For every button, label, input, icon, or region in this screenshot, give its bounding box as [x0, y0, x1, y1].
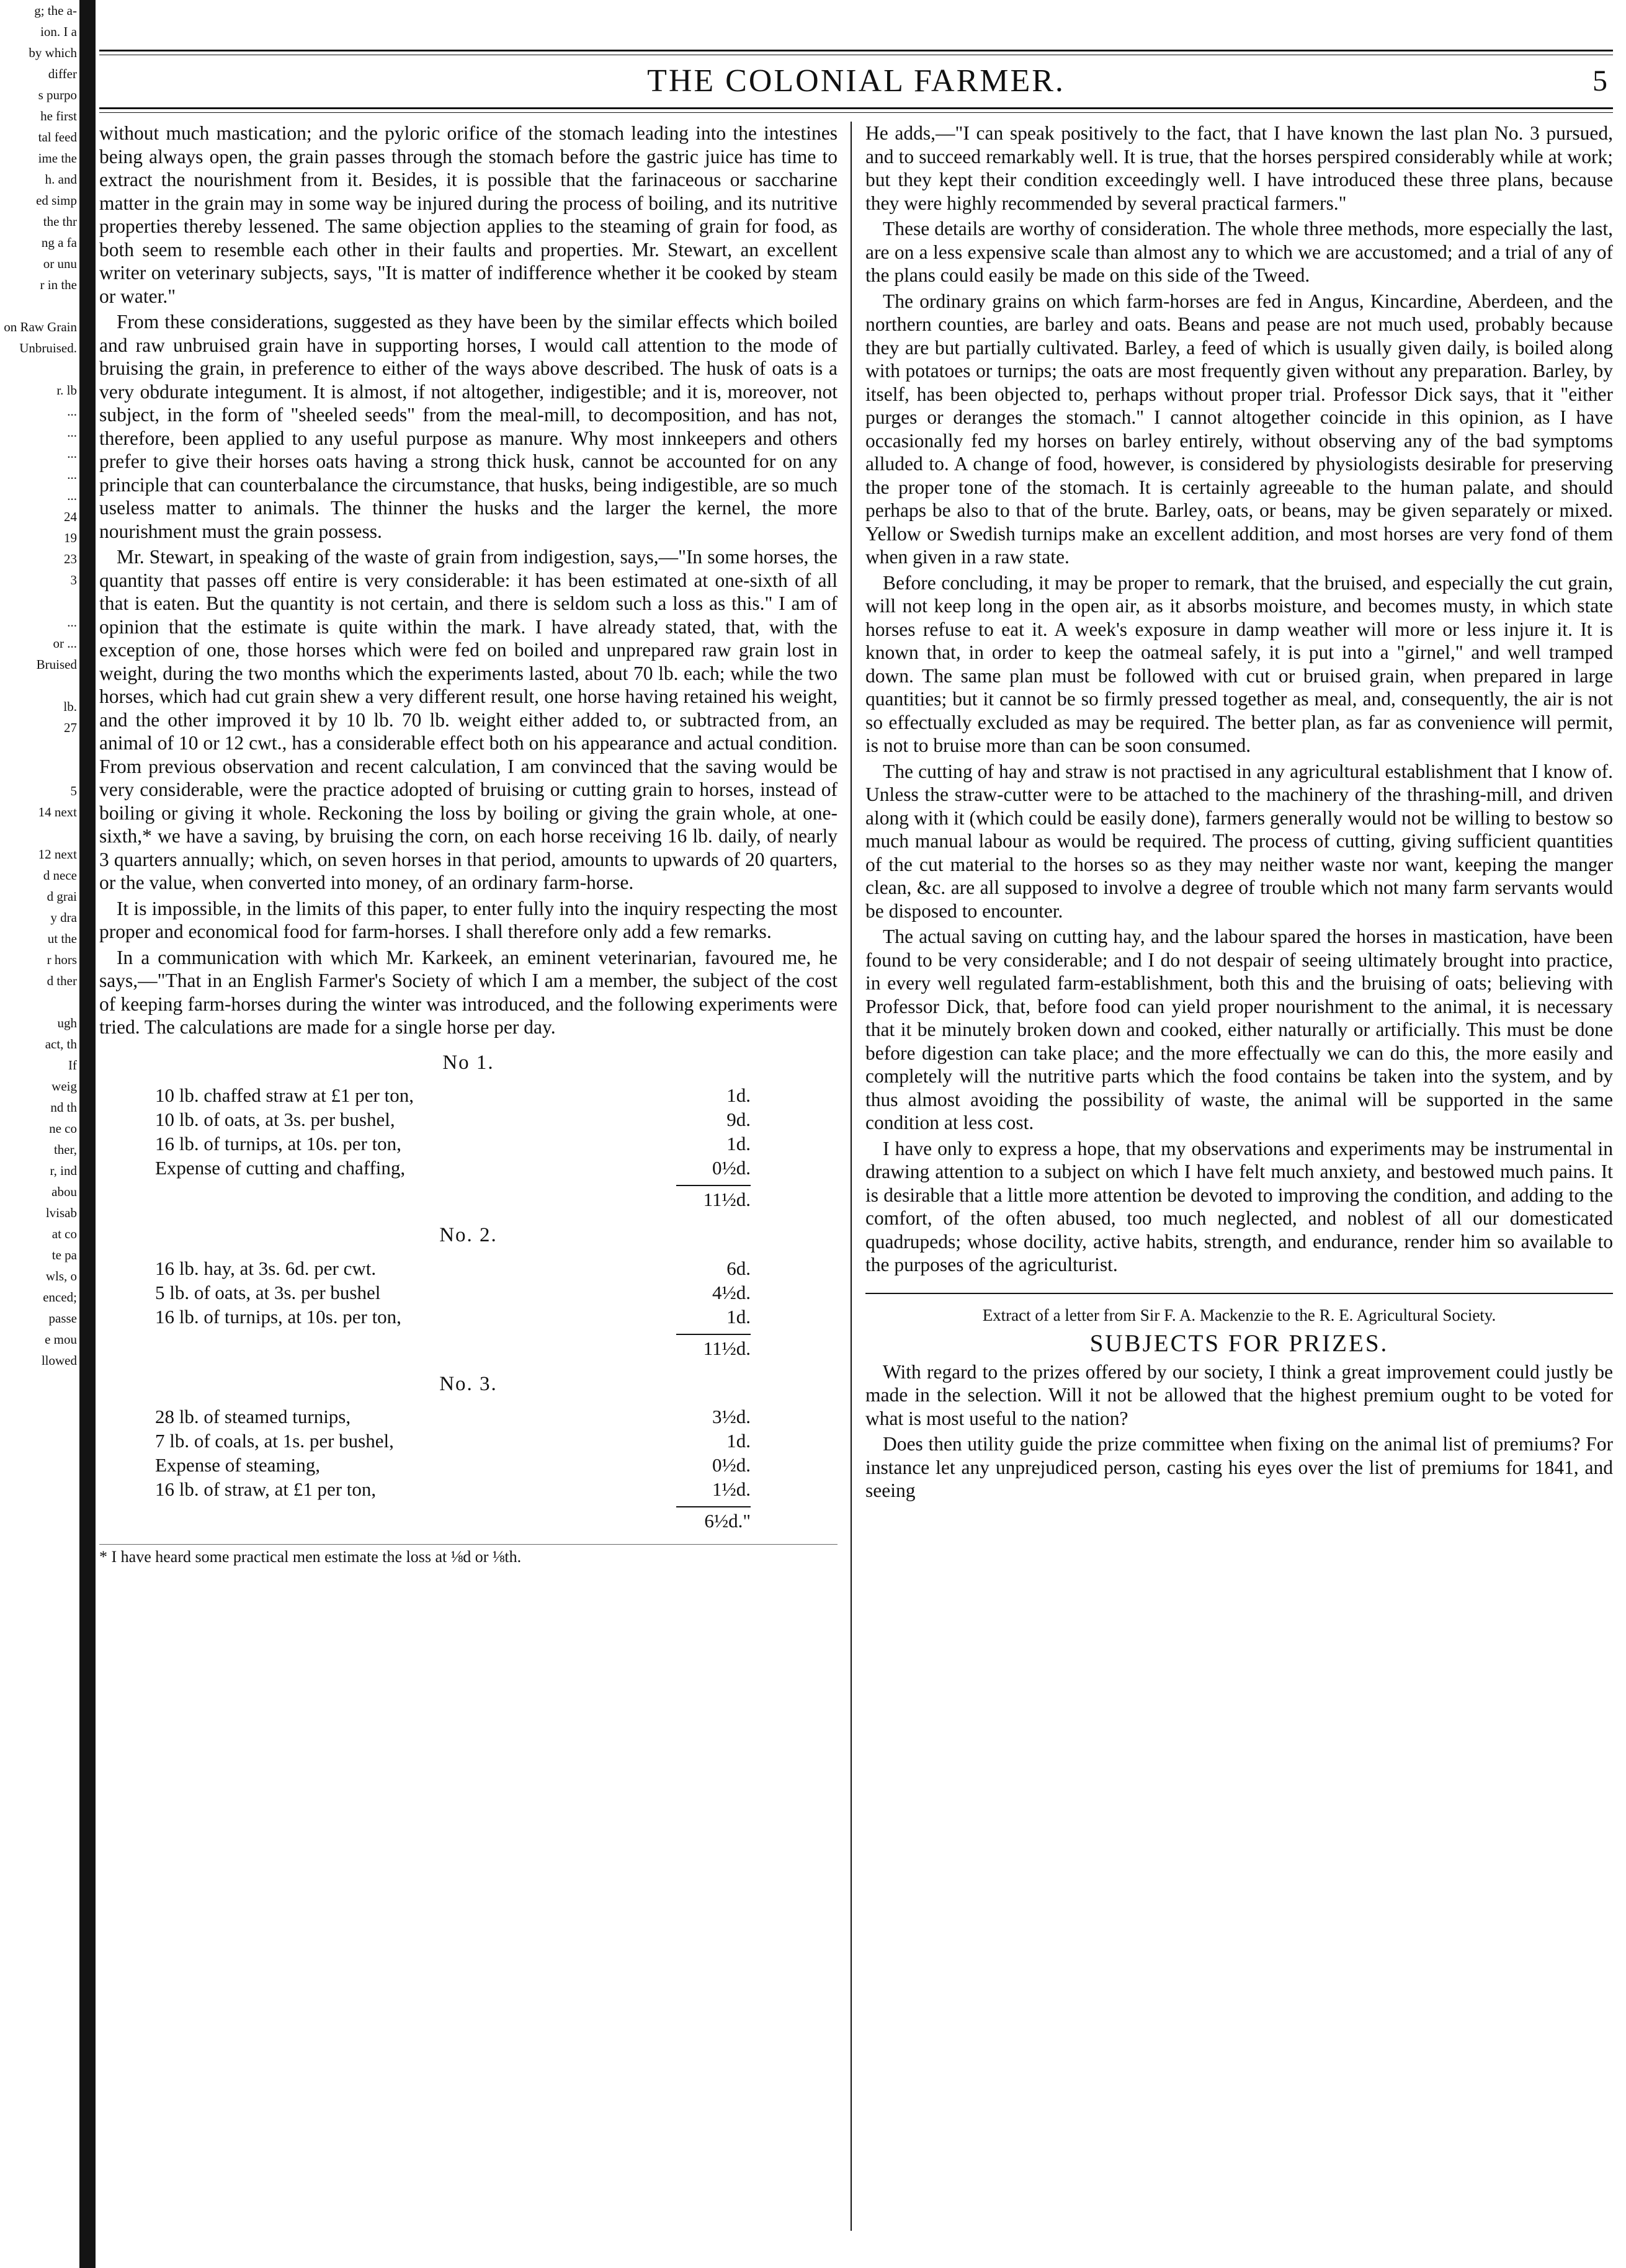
gutter-fragment: 12 next [38, 847, 77, 862]
gutter-fragment: llowed [41, 1353, 77, 1368]
left-paragraph: From these considerations, suggested as they have been by the similar effects which boiled and raw unbruised grain have in supporting horses, I would call attention to the mode of bruising the grain, in preference to either of the ways above described. The husk of oats is a very obdurate integument. It is almost, if not altogether, indigestible; and it is, moreover, not subject, in the form of "sheeled seeds" from the meal-mill, to decomposition, and has not, therefore, been applied to any useful purpose as manure. Why most innkeepers and others prefer to give their horses oats having a strong thick husk, cannot be accounted for on any principle that can counterbalance the circumstance, that husks, being indigestible, are so much useless matter to animals. The thinner the husks and the larger the kernel, the more nourishment must the grain possess. [99, 311, 838, 542]
row-item: Expense of cutting and chaffing, [155, 1157, 406, 1179]
gutter-fragment: differ [48, 66, 77, 81]
gutter-fragment: y dra [50, 910, 77, 925]
row-item: 16 lb. of turnips, at 10s. per ton, [155, 1133, 401, 1154]
row-item: 16 lb. hay, at 3s. 6d. per cwt. [155, 1257, 377, 1279]
page-number: 5 [1592, 65, 1609, 97]
gutter-fragment: r. lb [56, 383, 77, 398]
row-item: 10 lb. chaffed straw at £1 per ton, [155, 1084, 414, 1106]
right-paragraph: I have only to express a hope, that my observations and experiments may be instrumental in drawing attention to a subject on which I have felt much anxiety, and bestowed much pains. It is desirable that a little more attention be devoted to improving the condition, and adding to the comfort, of the often abused, too much neglected, and noblest of all our domesticated quadrupeds; whose docility, active habits, strength, and endurance, render him so available to the purposes of the agriculturist. [865, 1137, 1613, 1275]
left-paragraph: without much mastication; and the pyloric orifice of the stomach leading into the intestines being always open, the grain passes through the stomach before the gastric juice has time to extract the nourishment from it. Besides, it is possible that the farinaceous or saccharine matter in the grain may in some way be injured during the process of boiling, and its nutritive properties thereby lessened. The same objection applies to the steaming of grain for food, as both seem to resemble each other in their faults and properties. Mr. Stewart, an excellent writer on veterinary subjects, says, "It is matter of indifference whether it be cooked by steam or water." [99, 122, 838, 307]
gutter-fragment: tal feed [38, 130, 77, 145]
gutter-fragment: 24 [64, 509, 77, 524]
gutter-fragment: the thr [43, 214, 77, 229]
gutter-fragment: d ther [47, 973, 77, 988]
page-header [99, 55, 1613, 107]
gutter-fragment [0, 295, 82, 316]
row-item: Expense of steaming, [155, 1454, 321, 1476]
right-paragraph: The cutting of hay and straw is not practised in any agricultural establishment that I know of. Unless the straw-cutter were to be attached to the machinery of the thrashing-mill, and driven along with it (which could be easily done), farmers generally would not be willing to bestow so much manual labour as would be required. The process of cutting, giving sufficient quantities of the cut material to the horses so as they may neither waste nor want, keeping the manger clean, &c. are all supposed to involve a degree of trouble which not many farm servants would be disposed to encounter. [865, 760, 1613, 922]
gutter-fragment: Bruised [36, 657, 77, 672]
table-row [155, 1429, 751, 1453]
right-paragraph: These details are worthy of consideration. The whole three methods, more especially the last, are on a less expensive scale than almost any to which we are accustomed; and a trial of any of the plans could easily be made on this side of the Tweed. [865, 218, 1613, 286]
table-row [155, 1132, 751, 1156]
gutter-fragment: or ... [53, 636, 77, 651]
gutter-fragment: ed simp [36, 193, 77, 208]
gutter-fragment: r in the [40, 277, 77, 292]
table-row [155, 1305, 751, 1329]
row-item: 7 lb. of coals, at 1s. per bushel, [155, 1430, 394, 1452]
row-amount: 1d. [726, 1084, 751, 1106]
left-paragraph: In a communication with which Mr. Karkeek, an eminent veterinarian, favoured me, he says,—"That in an English Farmer's Society of which I am a member, the subject of the cost of keeping farm-horses during the winter was introduced, and the following experiments were tried. The calculations are made for a single horse per day. [99, 946, 838, 1038]
cost-table [155, 1404, 751, 1533]
adjacent-page-gutter [0, 0, 82, 2268]
gutter-fragment: ther, [53, 1142, 77, 1157]
gutter-fragment: ne co [49, 1121, 77, 1136]
gutter-fragment [0, 759, 82, 780]
row-amount: 1d. [726, 1430, 751, 1452]
section-rule [865, 1293, 1613, 1294]
gutter-fragment: te pa [51, 1248, 77, 1262]
gutter-fragment: ... [67, 615, 77, 630]
gutter-fragment: g; the a- [34, 3, 77, 18]
article-columns [99, 122, 1613, 2225]
gutter-fragment: or unu [43, 256, 77, 271]
row-amount: 0½d. [712, 1157, 751, 1179]
gutter-fragment: passe [48, 1311, 77, 1326]
table-row [155, 1477, 751, 1501]
table-row [155, 1256, 751, 1280]
cost-tables [99, 1051, 838, 1534]
gutter-fragment: abou [51, 1184, 77, 1199]
gutter-fragment: ion. I a [40, 24, 77, 39]
row-item: 28 lb. of steamed turnips, [155, 1406, 351, 1427]
gutter-fragment: lb. [63, 699, 77, 714]
left-paragraph: It is impossible, in the limits of this paper, to enter fully into the inquiry respecting the most proper and economical food for farm-horses. I shall therefore only add a few remarks. [99, 897, 838, 942]
gutter-fragment: If [68, 1058, 77, 1073]
header-top-rule [99, 50, 1613, 55]
row-amount: 0½d. [712, 1454, 751, 1476]
table-row [155, 1156, 751, 1180]
left-column [99, 122, 838, 1567]
subjects-heading: SUBJECTS FOR PRIZES. [1089, 1330, 1389, 1357]
gutter-fragment: nd th [50, 1100, 77, 1115]
row-item: 5 lb. of oats, at 3s. per bushel [155, 1281, 381, 1303]
right-paragraph: He adds,—"I can speak positively to the fact, that I have known the last plan No. 3 pursued, and to succeed remarkably well. It is true, that the horses perspired considerably while at work; but they kept their condition exceedingly well. I have introduced these three plans, because they were highly recommended by several practical farmers." [865, 122, 1613, 214]
table-total: 11½d. [676, 1185, 751, 1212]
right-paragraph: The actual saving on cutting hay, and the labour spared the horses in mastication, have been found to be very considerable; and I do not despair of seeing ultimately brought into practice, in every well regulated farm-establishment, both this and the bruising of oats; believing with Professor Dick, that, before food can yield proper nourishment to the animal, it is necessary that it be minutely broken down and cooked, either naturally or artificially. This must be done before digestion can take place; and the more effectually we can do this, the more easily and completely will the nutritive parts which the food contains be taken into the system, and by thus almost avoiding the possibility of waste, the animal will be supported in the same condition at less cost. [865, 926, 1613, 1133]
row-amount: 9d. [726, 1109, 751, 1130]
table-heading: No 1. [442, 1051, 494, 1074]
row-amount: 1d. [726, 1305, 751, 1328]
right-paragraphs [865, 122, 1613, 1277]
gutter-fragment: ... [67, 425, 77, 440]
gutter-fragment: ... [67, 404, 77, 419]
gutter-fragment: ng a fa [41, 235, 77, 250]
gutter-fragment: Unbruised. [19, 341, 77, 355]
gutter-fragment [0, 738, 82, 759]
table-row [155, 1107, 751, 1132]
gutter-fragment: ... [67, 467, 77, 482]
gutter-fragment: r hors [47, 952, 77, 967]
header-bottom-rule [99, 107, 1613, 113]
footnote: * I have heard some practical men estimate the loss at ⅛d or ⅛th. [99, 1544, 838, 1567]
prize-paragraph: With regard to the prizes offered by our society, I think a great improvement could justly be made in the selection. Will it not be allowed that the highest premium ought to be voted for what is most useful to the nation? [865, 1360, 1613, 1429]
row-amount: 1½d. [712, 1478, 751, 1500]
gutter-fragment: 5 [70, 784, 77, 798]
gutter-fragment: on Raw Grain [4, 319, 77, 334]
gutter-fragment: ugh [57, 1016, 77, 1030]
right-paragraph: Before concluding, it may be proper to remark, that the bruised, and especially the cut grain, will not keep long in the open air, as it absorbs moisture, and becomes musty, in which state horses refuse to eat it. A week's exposure in damp weather will more or less injure it. It is known that, in order to keep the oatmeal safely, it is put into a "girnel," and well tramped down. The same plan must be followed with cut or bruised grain, when prepared in large quantities; but it cannot be so firmly pressed together as meal, and, consequently, the air is not so effectually excluded as may be required. The better plan, as far as convenience will permit, is not to bruise more than can be soon consumed. [865, 571, 1613, 756]
table-row [155, 1453, 751, 1477]
gutter-fragment: h. and [45, 172, 77, 187]
table-total: 11½d. [676, 1334, 751, 1360]
gutter-fragment: ... [67, 446, 77, 461]
cost-table [155, 1083, 751, 1212]
gutter-fragment: ime the [38, 151, 77, 166]
gutter-fragment: weig [51, 1079, 77, 1094]
gutter-fragment: enced; [43, 1290, 77, 1305]
gutter-fragment: s purpo [38, 87, 77, 102]
gutter-fragment [0, 991, 82, 1012]
row-amount: 1d. [726, 1133, 751, 1154]
gutter-fragment: ... [67, 488, 77, 503]
binding-edge [79, 0, 96, 2268]
row-amount: 4½d. [712, 1281, 751, 1303]
gutter-fragment: by which [29, 45, 77, 60]
gutter-fragment: e mou [45, 1332, 77, 1347]
gutter-fragment [0, 591, 82, 612]
table-row [155, 1280, 751, 1305]
row-item: 16 lb. of straw, at £1 per ton, [155, 1478, 377, 1500]
gutter-fragment: d grai [47, 889, 77, 904]
gutter-fragment: d nece [43, 868, 77, 883]
table-total: 6½d." [676, 1506, 751, 1533]
gutter-fragment: 3 [70, 573, 77, 587]
table-heading: No. 2. [439, 1224, 498, 1246]
right-column [865, 122, 1613, 1505]
extract-line: Extract of a letter from Sir F. A. Mackenzie to the R. E. Agricultural Society. [982, 1305, 1496, 1324]
row-amount: 3½d. [712, 1406, 751, 1427]
gutter-fragment [0, 823, 82, 844]
prize-paragraph: Does then utility guide the prize committee when fixing on the animal list of premiums? For instance let any unprejudiced person, casting his eyes over the list of premiums for 1841, and seeing [865, 1433, 1613, 1501]
gutter-fragment: 23 [64, 551, 77, 566]
row-item: 10 lb. of oats, at 3s. per bushel, [155, 1109, 395, 1130]
gutter-fragment: at co [51, 1226, 77, 1241]
gutter-fragment: he first [40, 109, 77, 123]
column-divider [851, 122, 852, 2231]
cost-table [155, 1256, 751, 1360]
gutter-fragment: wls, o [45, 1269, 77, 1284]
publication-title: THE COLONIAL FARMER. [647, 63, 1065, 99]
left-paragraph: Mr. Stewart, in speaking of the waste of grain from indigestion, says,—"In some horses, the quantity that passes off entire is very considerable: it has been estimated at one-sixth of all that is eaten. But the quantity is not certain, and there is seldom such a loss as this." I am of opinion that the estimate is quite within the mark. I have already stated, that, with the exception of one, those horses which were fed on boiled and unprepared raw grain lost in weight, during the two months which the experiments lasted, about 70 lb. each; while the two horses, which had cut grain shew a very different result, one horse having retained his weight, and the other improved it by 10 lb. 70 lb. weight either added to, or subtracted from, an animal of 10 or 12 cwt., has a considerable effect both on his appearance and actual condition. From previous observation and recent calculation, I am convinced that the saving would be very considerable, were the practice adopted of bruising or cutting grain to horses, instead of boiling or giving it whole. Reckoning the loss by boiling or giving the grain whole, at one-sixth,* we have a saving, by bruising the corn, on each horse receiving 16 lb. daily, of nearly 3 quarters annually; which, on seven horses in that period, amounts to upwards of 20 quarters, or the value, when converted into money, of an ordinary farm-horse. [99, 546, 838, 893]
gutter-fragment: ut the [47, 931, 77, 946]
gutter-fragment: 14 next [38, 805, 77, 819]
right-paragraph: The ordinary grains on which farm-horses are fed in Angus, Kincardine, Aberdeen, and the northern counties, are barley and oats. Beans and pease are not much used, probably because they are but partially cultivated. Barley, a feed of which is usually given daily, is boiled along with potatoes or turnips; the oats are most frequently given without any preparation. Barley, by itself, has been objected to, perhaps without proper trial. Professor Dick says, that it "either purges or deranges the stomach." I cannot altogether coincide in this opinion, as I have occasionally fed my horses on barley entirely, without observing any of the bad symptoms alluded to. A change of food, however, is considered by physiologists desirable for preserving the proper tone of the stomach. It is certainly agreeable to the human palate, and should perhaps be also to that of the brute. Barley, oats, or beans, may be given separately or mixed. Yellow or Swedish turnips make an excellent addition, and most horses are very fond of them when given in a raw state. [865, 290, 1613, 568]
gutter-fragment [0, 359, 82, 380]
gutter-fragment: 19 [64, 530, 77, 545]
row-amount: 6d. [726, 1257, 751, 1279]
gutter-fragment: r, ind [50, 1163, 77, 1178]
table-row [155, 1404, 751, 1429]
gutter-fragment: act, th [45, 1037, 77, 1051]
gutter-fragment [0, 675, 82, 696]
table-row [155, 1083, 751, 1107]
table-heading: No. 3. [439, 1372, 498, 1395]
gutter-fragment: lvisab [45, 1205, 77, 1220]
row-item: 16 lb. of turnips, at 10s. per ton, [155, 1305, 401, 1328]
newspaper-page [99, 50, 1613, 2225]
gutter-fragment: 27 [64, 720, 77, 735]
